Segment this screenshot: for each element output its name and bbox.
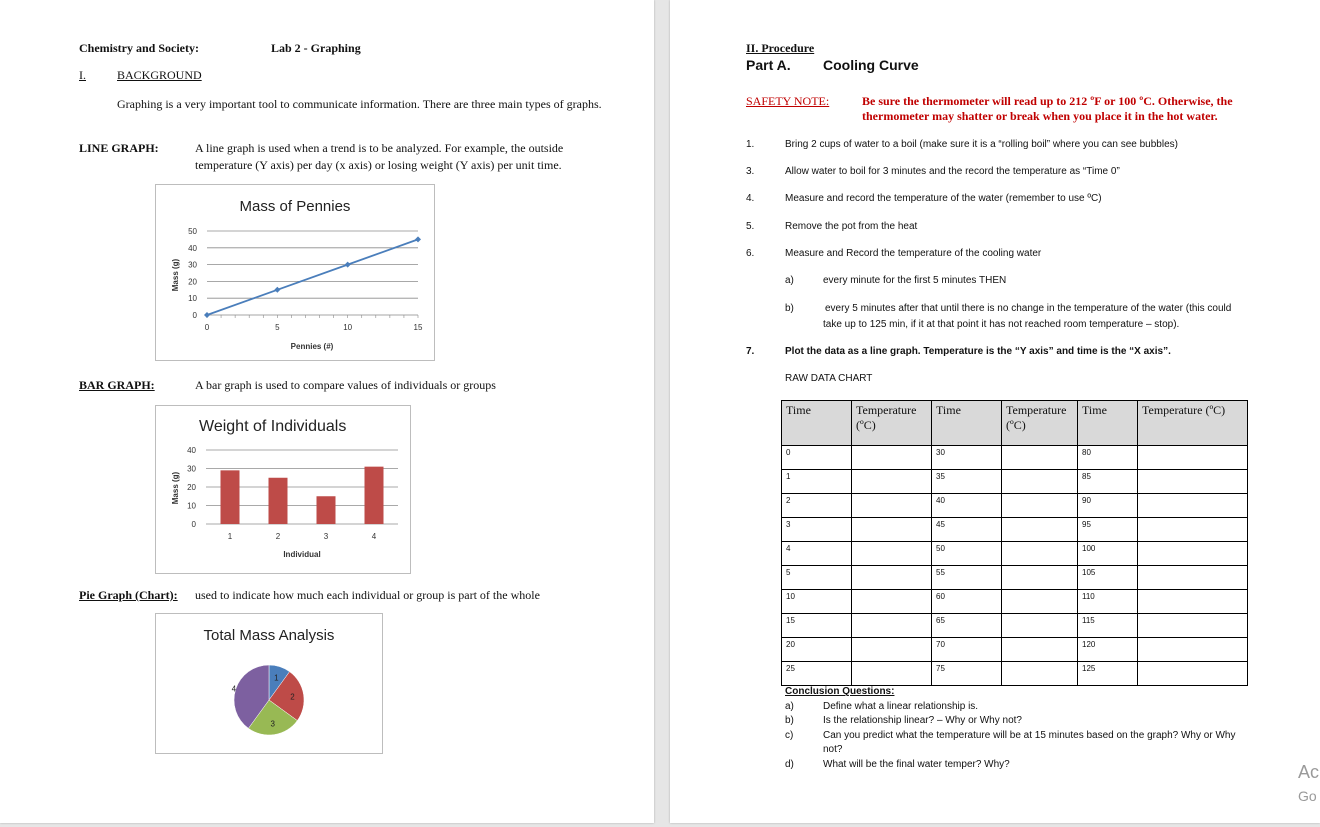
step-number: 4. — [746, 193, 755, 204]
lab-title: Lab 2 - Graphing — [271, 41, 361, 55]
bar — [269, 478, 288, 524]
course-title: Chemistry and Society: — [79, 41, 199, 55]
temperature-cell[interactable] — [1138, 662, 1248, 686]
y-axis-label: Mass (g) — [171, 471, 180, 505]
data-point — [274, 287, 280, 293]
substep-text-1: every 5 minutes after that until there is no change in the temperature of the water (this could — [825, 303, 1232, 314]
y-tick-label: 10 — [187, 501, 196, 511]
line-graph-label: LINE GRAPH: — [79, 141, 159, 155]
temperature-cell[interactable] — [1138, 470, 1248, 494]
temperature-cell[interactable] — [1002, 590, 1078, 614]
conclusion-number: c) — [785, 730, 794, 741]
x-tick-label: 5 — [275, 323, 280, 332]
substep-number: a) — [785, 275, 794, 286]
y-tick-label: 20 — [187, 483, 196, 492]
table-row — [782, 638, 1248, 662]
line-chart-frame — [155, 184, 435, 361]
time-cell: 110 — [1078, 590, 1138, 614]
pie-chart — [156, 614, 382, 753]
data-point — [204, 312, 210, 318]
temperature-cell[interactable] — [852, 566, 932, 590]
bar — [221, 470, 240, 524]
temperature-cell[interactable] — [852, 638, 932, 662]
x-axis-label: Individual — [283, 550, 321, 559]
line-graph-desc-2: temperature (Y axis) per day (x axis) or losing weight (Y axis) per unit time. — [195, 158, 562, 172]
temperature-cell[interactable] — [1002, 638, 1078, 662]
x-tick-label: 10 — [343, 323, 353, 332]
time-cell: 5 — [782, 566, 852, 590]
conclusion-text: Is the relationship linear? – Why or Why not? — [823, 715, 1022, 726]
time-cell: 65 — [932, 614, 1002, 638]
pie-graph-desc: used to indicate how much each individual or group is part of the whole — [195, 588, 540, 602]
table-header-row — [782, 401, 1248, 446]
bar-graph-label: BAR GRAPH: — [79, 378, 155, 392]
document-page-right — [670, 0, 1320, 823]
substep-number: b) — [785, 303, 794, 314]
chart-title: Weight of Individuals — [199, 418, 347, 435]
data-point — [415, 236, 421, 242]
step-text: Measure and record the temperature of the water (remember to use ºC) — [785, 193, 1102, 204]
time-cell: 80 — [1078, 446, 1138, 470]
column-header: Temperature (ºC) — [1002, 401, 1078, 446]
column-header: Temperature (ºC) — [1138, 401, 1248, 446]
time-cell: 120 — [1078, 638, 1138, 662]
table-row — [782, 614, 1248, 638]
time-cell: 1 — [782, 470, 852, 494]
temperature-cell[interactable] — [1138, 566, 1248, 590]
conclusion-number: d) — [785, 759, 794, 770]
activation-watermark-line-2: Go — [1298, 788, 1317, 804]
temperature-cell[interactable] — [1138, 542, 1248, 566]
raw-data-table — [781, 400, 1248, 686]
bar-chart-frame — [155, 405, 411, 574]
y-tick-label: 30 — [188, 260, 197, 270]
safety-label: SAFETY NOTE: — [746, 94, 830, 108]
time-cell: 35 — [932, 470, 1002, 494]
y-tick-label: 30 — [187, 464, 196, 474]
table-row — [782, 470, 1248, 494]
column-header: Time — [1078, 401, 1138, 446]
time-cell: 75 — [932, 662, 1002, 686]
x-tick-label: 3 — [323, 532, 329, 541]
temperature-cell[interactable] — [1138, 590, 1248, 614]
time-cell: 105 — [1078, 566, 1138, 590]
temperature-cell[interactable] — [1002, 542, 1078, 566]
temperature-cell[interactable] — [852, 542, 932, 566]
temperature-cell[interactable] — [852, 446, 932, 470]
safety-text-2: thermometer may shatter or break when you place it in the hot water. — [862, 109, 1218, 123]
x-tick-label: 0 — [204, 323, 210, 332]
time-cell: 70 — [932, 638, 1002, 662]
time-cell: 30 — [932, 446, 1002, 470]
x-tick-label: 15 — [413, 323, 423, 332]
part-label: Part A. — [746, 57, 791, 73]
table-row — [782, 662, 1248, 686]
time-cell: 55 — [932, 566, 1002, 590]
temperature-cell[interactable] — [852, 470, 932, 494]
bar — [317, 496, 336, 524]
line-chart — [156, 185, 434, 360]
y-tick-label: 0 — [192, 311, 197, 320]
conclusion-number: b) — [785, 715, 794, 726]
substep-text-2: take up to 125 min, if it at that point it has not reached room temperature – stop). — [823, 319, 1180, 330]
document-page-left — [0, 0, 654, 823]
section-numeral: I. — [79, 68, 86, 82]
temperature-cell[interactable] — [852, 518, 932, 542]
x-tick-label: 4 — [371, 532, 377, 541]
time-cell: 0 — [782, 446, 852, 470]
bar-graph-desc: A bar graph is used to compare values of individuals or groups — [195, 378, 496, 392]
time-cell: 45 — [932, 518, 1002, 542]
y-tick-label: 40 — [187, 446, 196, 455]
table-row — [782, 566, 1248, 590]
safety-text-1: Be sure the thermometer will read up to 212 ºF or 100 ºC. Otherwise, the — [862, 94, 1233, 108]
temperature-cell[interactable] — [852, 662, 932, 686]
temperature-cell[interactable] — [852, 614, 932, 638]
conclusion-title: Conclusion Questions: — [785, 686, 895, 697]
step-number: 1. — [746, 139, 755, 150]
step-text: Bring 2 cups of water to a boil (make sure it is a “rolling boil” where you can see bubbles) — [785, 139, 1178, 150]
x-tick-label: 2 — [275, 532, 281, 541]
slice-label: 1 — [274, 673, 279, 683]
column-header: Temperature (ºC) — [852, 401, 932, 446]
step-text: Plot the data as a line graph. Temperature is the “Y axis” and time is the “X axis”. — [785, 346, 1171, 357]
time-cell: 90 — [1078, 494, 1138, 518]
chart-title: Mass of Pennies — [239, 198, 351, 215]
time-cell: 100 — [1078, 542, 1138, 566]
raw-data-title: RAW DATA CHART — [785, 373, 873, 384]
time-cell: 85 — [1078, 470, 1138, 494]
step-number: 5. — [746, 221, 755, 232]
conclusion-text: What will be the final water temper? Why? — [823, 759, 1010, 770]
step-text: Allow water to boil for 3 minutes and the record the temperature as “Time 0” — [785, 166, 1120, 177]
line-graph-desc-1: A line graph is used when a trend is to be analyzed. For example, the outside — [195, 141, 564, 155]
time-cell: 20 — [782, 638, 852, 662]
pie-chart-frame — [155, 613, 383, 754]
time-cell: 125 — [1078, 662, 1138, 686]
y-axis-label: Mass (g) — [171, 258, 180, 292]
temperature-cell[interactable] — [1002, 518, 1078, 542]
section-heading: BACKGROUND — [117, 68, 202, 82]
time-cell: 25 — [782, 662, 852, 686]
series-line — [207, 239, 418, 315]
temperature-cell[interactable] — [1002, 494, 1078, 518]
y-tick-label: 20 — [188, 277, 197, 287]
data-point — [345, 262, 351, 268]
temperature-cell[interactable] — [1002, 566, 1078, 590]
time-cell: 60 — [932, 590, 1002, 614]
column-header: Time — [932, 401, 1002, 446]
step-number: 7. — [746, 346, 755, 357]
chart-title: Total Mass Analysis — [203, 627, 335, 644]
y-tick-label: 0 — [191, 520, 196, 529]
temperature-cell[interactable] — [1002, 662, 1078, 686]
temperature-cell[interactable] — [1138, 446, 1248, 470]
step-number: 6. — [746, 248, 755, 259]
temperature-cell[interactable] — [1002, 446, 1078, 470]
temperature-cell[interactable] — [852, 494, 932, 518]
time-cell: 10 — [782, 590, 852, 614]
table-row — [782, 494, 1248, 518]
time-cell: 40 — [932, 494, 1002, 518]
slice-label: 2 — [290, 692, 295, 702]
temperature-cell[interactable] — [1002, 614, 1078, 638]
y-tick-label: 10 — [188, 294, 197, 304]
part-title: Cooling Curve — [823, 57, 919, 73]
y-tick-label: 50 — [188, 227, 197, 236]
time-cell: 2 — [782, 494, 852, 518]
temperature-cell[interactable] — [1138, 494, 1248, 518]
x-axis-label: Pennies (#) — [290, 342, 334, 351]
slice-label: 3 — [270, 719, 275, 729]
step-text: Remove the pot from the heat — [785, 221, 918, 232]
intro-paragraph: Graphing is a very important tool to communicate information. There are three main types of graphs. — [117, 97, 602, 111]
temperature-cell[interactable] — [1138, 614, 1248, 638]
time-cell: 95 — [1078, 518, 1138, 542]
temperature-cell[interactable] — [1002, 470, 1078, 494]
substep-text: every minute for the first 5 minutes THEN — [823, 275, 1007, 286]
time-cell: 50 — [932, 542, 1002, 566]
slice-label: 4 — [231, 684, 237, 694]
conclusion-text: Define what a linear relationship is. — [823, 701, 979, 712]
time-cell: 4 — [782, 542, 852, 566]
temperature-cell[interactable] — [1138, 518, 1248, 542]
time-cell: 115 — [1078, 614, 1138, 638]
pie-graph-label: Pie Graph (Chart): — [79, 588, 178, 602]
column-header: Time — [782, 401, 852, 446]
x-tick-label: 1 — [227, 532, 233, 541]
temperature-cell[interactable] — [852, 590, 932, 614]
time-cell: 3 — [782, 518, 852, 542]
table-row — [782, 590, 1248, 614]
bar — [365, 467, 384, 524]
y-tick-label: 40 — [188, 243, 197, 253]
conclusion-text-2: not? — [823, 744, 843, 755]
table-row — [782, 446, 1248, 470]
table-row — [782, 542, 1248, 566]
step-number: 3. — [746, 166, 755, 177]
activation-watermark-line-1: Ac — [1298, 762, 1320, 782]
temperature-cell[interactable] — [1138, 638, 1248, 662]
bar-chart — [156, 406, 410, 573]
procedure-heading: II. Procedure — [746, 41, 815, 55]
conclusion-number: a) — [785, 701, 794, 712]
conclusion-text-1: Can you predict what the temperature will be at 15 minutes based on the graph? Why or Why — [823, 730, 1236, 741]
table-row — [782, 518, 1248, 542]
step-text: Measure and Record the temperature of the cooling water — [785, 248, 1042, 259]
time-cell: 15 — [782, 614, 852, 638]
